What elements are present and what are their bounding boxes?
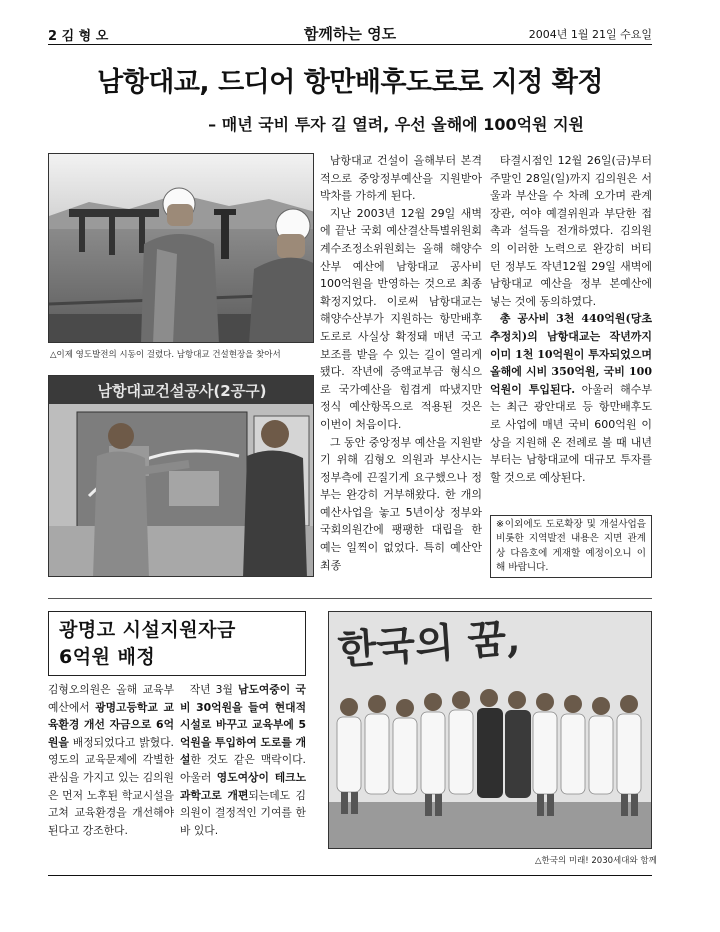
photo-site-map-briefing <box>48 375 314 577</box>
photo-youth-group <box>328 611 652 849</box>
article-text: 되는데도 김의원이 결정적인 기여를 한 바 있다. <box>180 788 306 837</box>
article-text: 작년 3월 <box>189 683 239 696</box>
bold-highlight: 총 공사비 3천 440억원(당초 추정치)의 남항대교는 작년까지 이미 1천 10억원이 투자되었으며 올해에 시비 350억원, 국비 100억원이 투입된다. <box>490 312 652 396</box>
issue-date: 2004년 1월 21일 수요일 <box>528 28 652 41</box>
article2-title-line2: 6억원 배정 <box>59 646 156 668</box>
editor-note-box: ※이외에도 도로확장 및 개설사업을 비롯한 지역발전 내용은 지면 관계상 다음호에 게재할 예정이오니 이해 바랍니다. <box>490 515 652 578</box>
article-text: 배정되었다고 밝혔다. 영도의 교육문제에 각별한 관심을 가지고 있는 김의원은 먼저 노후된 학교시설을 고쳐 교육환경을 개선해야 된다고 강조한다. <box>48 735 174 837</box>
subheadline: – 매년 국비 투자 길 열려, 우선 올해에 100억원 지원 <box>208 115 584 134</box>
article-paragraph-highlight <box>490 310 652 486</box>
article-column-1 <box>320 152 482 574</box>
section-divider <box>48 598 652 599</box>
article-paragraph: 남항대교 건설이 올해부터 본격적으로 중앙정부예산을 지원받아 박차를 가하게 된다. <box>320 154 482 203</box>
site-sign-text: 남항대교건설공사(2공구) <box>97 382 267 400</box>
article-column-2 <box>490 152 652 486</box>
bold-highlight: 남도여중이 국비 30억원을 들여 현대적 시설로 바꾸고 교육부에 5억원을 투입하여 도로를 개설 <box>180 683 307 767</box>
article-paragraph: 지난 2003년 12월 29일 새벽에 끝난 국회 예산결산특별위원회 계수조정소위원회는 올해 해양수산부 예산에 남항대교 공사비 100억원을 반영하는 것으로 최종 확정지었다. 이로써 남항대교는 해양수산부가 지원하는 항만배후도로로 사실상 확정돼 매년 국고보조를 받을 수 있는 길이 열리게 됐다. 작년에 증액교부금 형식으로 국가예산을 힘겹게 따냈지만 정식 예산항목으로 적용된 것은 이번이 처음이다. <box>320 206 482 431</box>
bold-highlight: 영도여상이 테크노과학고로 개편 <box>180 770 306 802</box>
page-header <box>48 22 652 44</box>
footer-rule <box>48 875 652 876</box>
article-text: 한 것도 같은 맥락이다. 아울러 <box>180 753 306 784</box>
article2-column-2 <box>180 681 306 839</box>
article-text: 아울러 해수부는 최근 광안대로 등 항만배후도로 사업에 매년 국비 600억원 이상을 지원해 온 전례로 볼 때 내년부터는 남항대교에 대규모 투자를 할 것으로 예상된다. <box>490 382 652 484</box>
photo-caption-youth: △한국의 미래! 2030세대와 함께 <box>535 856 657 866</box>
headline: 남항대교, 드디어 항만배후도로로 지정 확정 <box>97 67 603 98</box>
article-text: 김형오의원은 올해 교육부 예산에서 <box>48 683 174 714</box>
article-paragraph <box>180 681 306 839</box>
banner-text: 한국의 꿈, <box>336 614 522 674</box>
photo-caption-construction: △이제 영도발전의 시동이 걸렸다. 남항대교 건설현장을 찾아서 <box>50 350 281 360</box>
article-paragraph <box>48 681 174 839</box>
article2-title-box <box>48 611 306 676</box>
header-rule <box>48 44 652 45</box>
article2-title-line1: 광명고 시설지원자금 <box>59 619 236 641</box>
section-title: 함께하는 영도 <box>303 25 397 43</box>
article2-column-1 <box>48 681 174 839</box>
bold-highlight: 광명고등학교 교육환경 개선 자금으로 6억원을 <box>48 700 174 749</box>
article-paragraph: 타결시점인 12월 26일(금)부터 주말인 28일(일)까지 김의원은 서울과 부산을 수 차례 오가며 관계 장관, 여야 예결위원과 부단한 접촉과 설득을 전개하였다. 김의원의 이러한 노력으로 완강히 버티던 정부도 작년12월 29일 새벽에 남항대교 예산을 정부 본예산에 넣는 것에 동의하였다. <box>490 154 652 308</box>
page-number-label: 2 김 형 오 <box>48 29 109 44</box>
article-paragraph: 그 동안 중앙정부 예산을 지원받기 위해 김형오 의원과 부산시는 정부측에 끈질기게 요구했으나 정부는 완강히 거부해왔다. 한 개의 예산사업을 놓고 5년이상 정부와 국회의원간에 팽팽한 대립을 한 예는 일찍이 없었다. 특히 예산안 최종 <box>320 435 483 572</box>
photo-construction-site <box>48 153 314 343</box>
